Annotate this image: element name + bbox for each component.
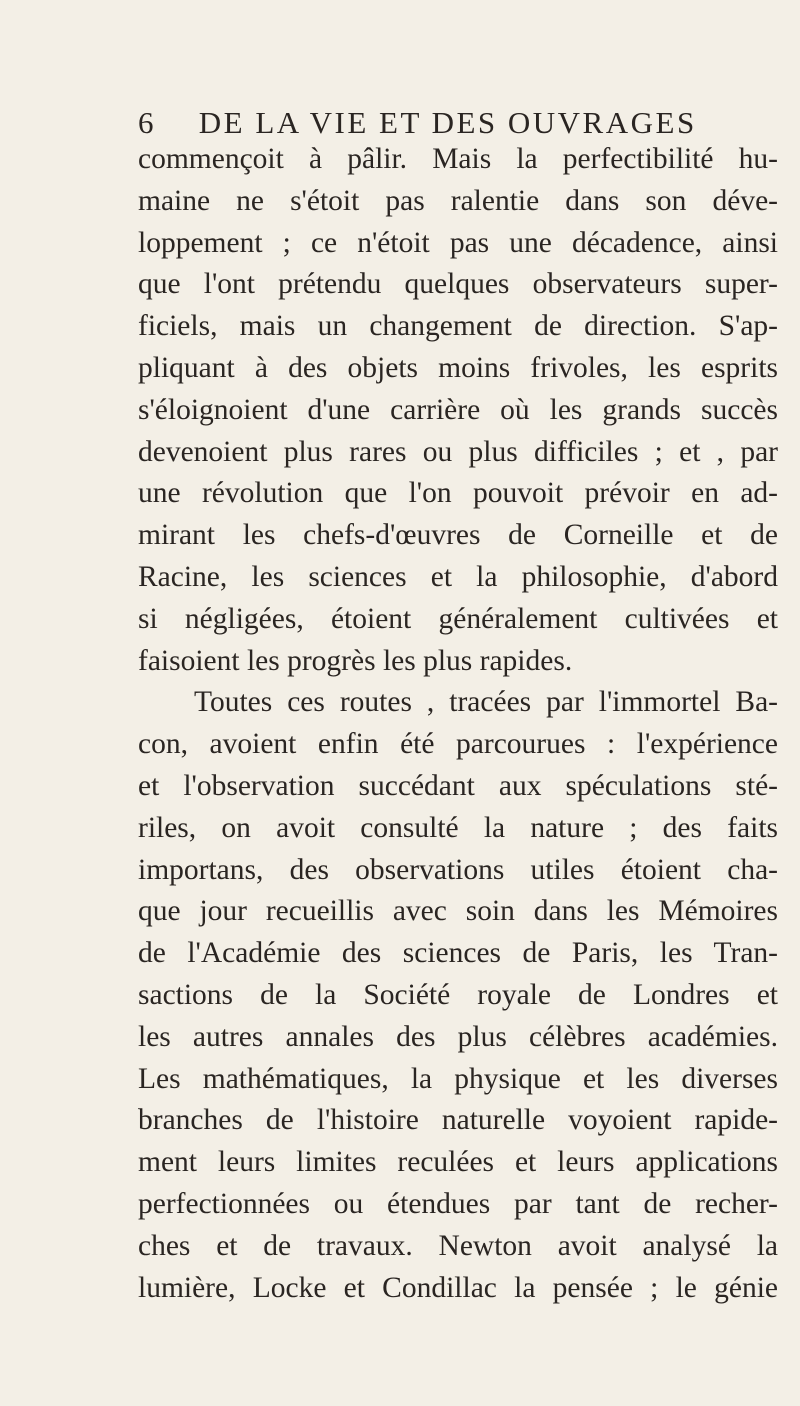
text-line: Les mathématiques, la physique et les diverses bbox=[138, 1062, 778, 1095]
body-text bbox=[138, 139, 778, 1309]
text-line: ficiels, mais un changement de direction. S'ap- bbox=[138, 310, 778, 343]
text-line: que jour recueillis avec soin dans les Mémoires bbox=[138, 895, 778, 928]
running-head bbox=[138, 103, 778, 143]
text-line: une révolution que l'on pouvoit prévoir en ad- bbox=[138, 477, 778, 510]
text-line: riles, on avoit consulté la nature ; des faits bbox=[138, 811, 778, 844]
text-line: commençoit à pâlir. Mais la perfectibilité hu- bbox=[138, 143, 778, 175]
text-line: Racine, les sciences et la philosophie, d'abord bbox=[138, 560, 778, 593]
running-head-title: DE LA VIE ET DES OUVRAGES bbox=[198, 105, 697, 140]
text-line: si négligées, étoient généralement cultivées et bbox=[138, 602, 778, 635]
text-line: branches de l'histoire naturelle voyoient rapide- bbox=[138, 1104, 778, 1137]
text-line: devenoient plus rares ou plus difficiles ; et , par bbox=[138, 435, 778, 468]
text-line: maine ne s'étoit pas ralentie dans son déve- bbox=[138, 184, 778, 217]
text-line: loppement ; ce n'étoit pas une décadence, ainsi bbox=[138, 226, 778, 259]
text-line: lumière, Locke et Condillac la pensée ; le génie bbox=[138, 1271, 778, 1304]
text-line: sactions de la Société royale de Londres et bbox=[138, 978, 778, 1011]
text-line: ment leurs limites reculées et leurs applications bbox=[138, 1146, 778, 1179]
text-line: et l'observation succédant aux spéculations sté- bbox=[138, 769, 778, 802]
text-line: les autres annales des plus célèbres académies. bbox=[138, 1020, 778, 1053]
text-line: ches et de travaux. Newton avoit analysé la bbox=[138, 1229, 778, 1262]
text-line: que l'ont prétendu quelques observateurs super- bbox=[138, 268, 778, 301]
text-line: faisoient les progrès les plus rapides. bbox=[138, 644, 573, 677]
page-number: 6 bbox=[138, 105, 155, 140]
text-line: de l'Académie des sciences de Paris, les Tran- bbox=[138, 937, 778, 970]
text-line: con, avoient enfin été parcourues : l'expérience bbox=[138, 728, 778, 761]
text-line: perfectionnées ou étendues par tant de recher- bbox=[138, 1187, 778, 1220]
text-line: s'éloignoient d'une carrière où les grands succès bbox=[138, 393, 778, 426]
text-line: Toutes ces routes , tracées par l'immortel Ba- bbox=[194, 686, 778, 719]
text-line: importans, des observations utiles étoient cha- bbox=[138, 853, 778, 886]
text-line: mirant les chefs-d'œuvres de Corneille et de bbox=[138, 519, 778, 552]
text-line: pliquant à des objets moins frivoles, les esprits bbox=[138, 351, 778, 384]
